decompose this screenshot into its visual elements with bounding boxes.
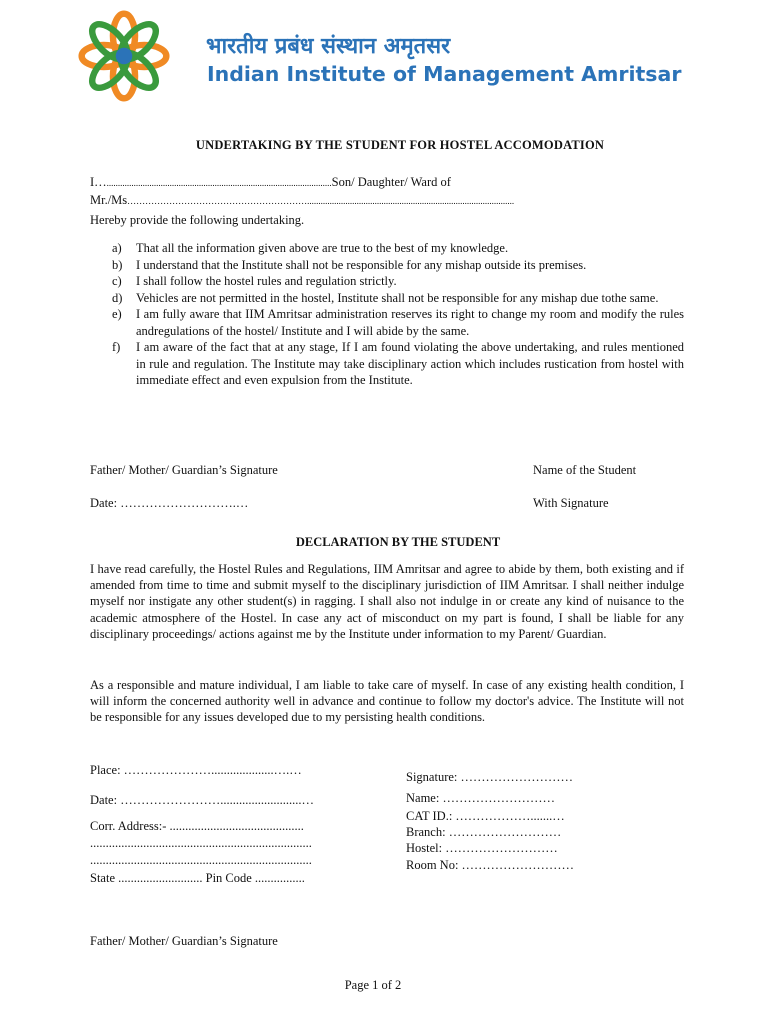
list-item — [112, 306, 684, 339]
list-item-text: Vehicles are not permitted in the hostel, Institute shall not be responsible for any mishap due tothe same. — [136, 290, 659, 305]
branch-field: Branch: ……………………… — [406, 825, 562, 839]
list-item — [112, 273, 684, 290]
guardian-signature-footer-label: Father/ Mother/ Guardian’s Signature — [90, 934, 278, 948]
institute-name-hindi: भारतीय प्रबंध संस्थान अमृतसर — [206, 34, 451, 59]
parent-blank: ……………………………………………………............................................................................................ — [127, 196, 515, 206]
signature-field: Signature: ……………………… — [406, 770, 574, 784]
list-item-text: That all the information given above are true to the best of my knowledge. — [136, 241, 509, 255]
undertaking-intro: Hereby provide the following undertaking. — [90, 213, 305, 227]
student-name-label: Name of the Student — [533, 463, 637, 477]
list-item — [112, 290, 684, 307]
list-item-text: I shall follow the hostel rules and regulation strictly. — [136, 274, 397, 288]
hostel-field: Hostel: ……………………… — [406, 841, 558, 855]
date-field: Date: ……………………..........................… — [90, 793, 314, 807]
list-marker: d) — [112, 290, 123, 305]
name-prefix: I… — [90, 175, 107, 189]
iim-amritsar-logo-icon — [78, 10, 170, 102]
undertaking-line-1 — [90, 175, 451, 190]
declaration-paragraph-1: I have read carefully, the Hostel Rules and Regulations, IIM Amritsar and agree to abide by them, both existing and if amended from time to time and submit myself to the disciplinary jurisdiction of IIM Amritsar. I shall neither indulge myself nor instigate any other student(s) in ragging. I shall also not indulge in or create any kind of nuisance to the academic atmosphere of the Hostel. In case any act of misconduct on my part is found, I shall be liable for any disciplinary proceedings/ actions against me by the Institute under information to my Parent/ Guardian. — [90, 562, 684, 641]
list-item-text: I understand that the Institute shall not be responsible for any mishap outside its premises. — [136, 257, 587, 272]
list-marker: b) — [112, 257, 123, 272]
address-line-2: ....................................................................... — [90, 836, 312, 850]
guardian-signature-label: Father/ Mother/ Guardian’s Signature — [90, 463, 278, 477]
name-blank: .................................................................................................... — [106, 178, 332, 188]
with-signature-label: With Signature — [533, 496, 609, 510]
list-marker: a) — [112, 241, 122, 255]
date-label: Date: ……………………….… — [90, 496, 249, 510]
undertaking-line-2 — [90, 193, 684, 208]
list-marker: e) — [112, 307, 122, 321]
list-item — [112, 257, 684, 274]
declaration-title: DECLARATION BY THE STUDENT — [295, 535, 501, 549]
address-line-3: ....................................................................... — [90, 853, 312, 867]
list-item — [112, 339, 684, 389]
place-field: Place: …………………....................….… — [90, 763, 302, 777]
institute-name-english: Indian Institute of Management Amritsar — [207, 62, 682, 86]
parent-prefix: Mr./Ms — [90, 193, 128, 207]
list-item-text: I am aware of the fact that at any stage, If I am found violating the above undertaking, and rules mentioned in rule and regulation. The Institute may take disciplinary action which includes rustication from hostel with immediate effect and even expulsion from the Institute. — [136, 340, 684, 387]
declaration-paragraph-2: As a responsible and mature individual, I am liable to take care of myself. In case of any existing health condition, I will inform the concerned authority well in advance and continue to follow my doctor's advice. The Institute will not be responsible for any issues developed due to my persisting health conditions. — [90, 678, 684, 725]
room-no-field: Room No: ……………………… — [406, 858, 575, 872]
corr-address-field: Corr. Address:- ........................................... — [90, 819, 304, 833]
undertaking-list — [112, 240, 684, 389]
relation-label: Son/ Daughter/ Ward of — [331, 175, 451, 189]
name-field: Name: ……………………… — [406, 791, 555, 805]
cat-id-field: CAT ID.: ……………….......… — [406, 809, 565, 823]
state-pin-field: State ........................... Pin Code ................ — [90, 871, 305, 885]
list-marker: f) — [112, 340, 121, 354]
list-item — [112, 240, 684, 257]
undertaking-title: UNDERTAKING BY THE STUDENT FOR HOSTEL ACCOMODATION — [195, 138, 605, 152]
list-item-text: I am fully aware that IIM Amritsar administration reserves its right to change my room and modify the rules andregulations of the hostel/ Institute and I will abide by the same. — [136, 307, 684, 338]
list-marker: c) — [112, 274, 122, 288]
page-number: Page 1 of 2 — [344, 978, 402, 992]
